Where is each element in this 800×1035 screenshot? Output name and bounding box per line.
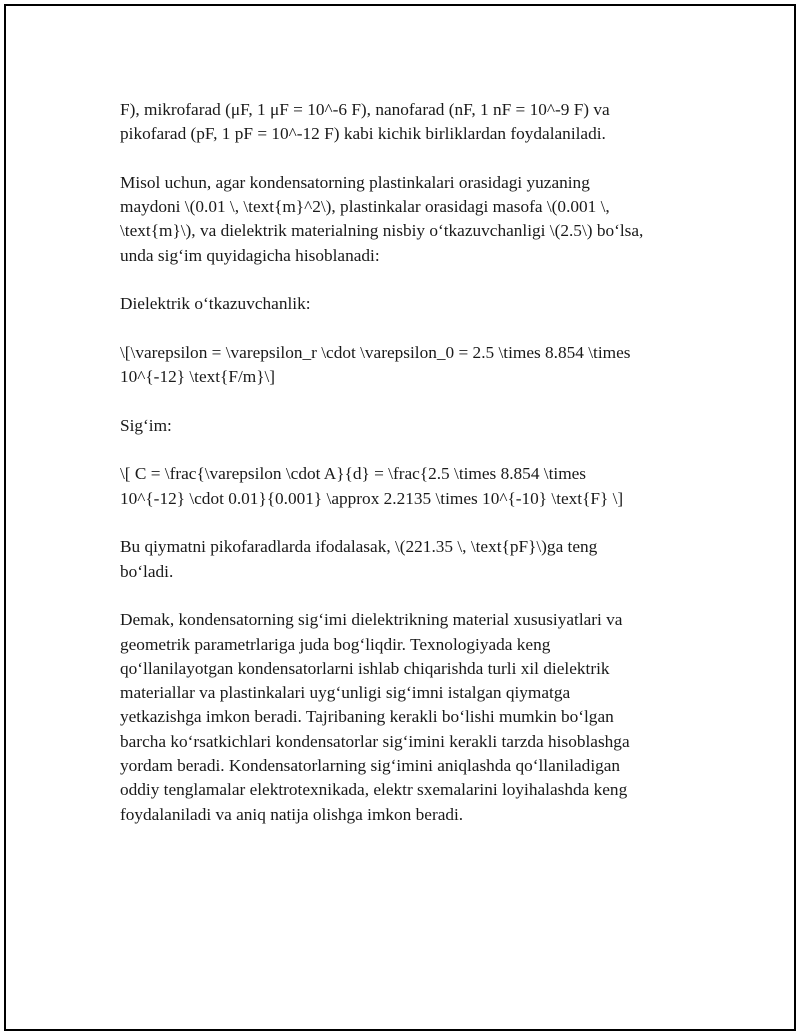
paragraph-example: Misol uchun, agar kondensatorning plastinkalari orasidagi yuzaning maydoni \(0.01 \, \text{m}^2\), plastinkalar orasidagi masofa \(0.001 \, \text{m}\), va dielektrik materialning nisbiy o‘tkazuvchanligi \(2.5\) bo‘lsa, unda sig‘im quyidagicha hisoblanadi:	[120, 172, 644, 265]
page-frame	[4, 4, 796, 1031]
formula-capacitance: \[ C = \frac{\varepsilon \cdot A}{d} = \frac{2.5 \times 8.854 \times 10^{-12} \cdot 0.01}{0.001} \approx 2.2135 \times 10^{-10} \text{F} \]	[120, 464, 624, 508]
paragraph-conclusion: Demak, kondensatorning sig‘imi dielektrikning material xususiyatlari va geometrik parametrlariga juda bog‘liqdir. Texnologiyada keng qo‘llanilayotgan kondensatorlarni ishlab chiqarishda turli xil dielektrik materiallar va plastinkalari uyg‘unligi sig‘imni istalgan qiymatga yetkazishga imkon beradi. Tajribaning kerakli bo‘lishi mumkin bo‘lgan barcha ko‘rsatkichlari kondensatorlar sig‘imini kerakli tarzda hisoblashga yordam beradi. Kondensatorlarning sig‘imini aniqlashda qo‘llaniladigan oddiy tenglamalar elektrotexnikada, elektr sxemalarini loyihalashda keng foydalaniladi va aniq natija olishga imkon beradi.	[120, 610, 630, 824]
paragraph-picofarads: Bu qiymatni pikofaradlarda ifodalasak, \(221.35 \, \text{pF}\)ga teng bo‘ladi.	[120, 537, 598, 581]
formula-permittivity: \[\varepsilon = \varepsilon_r \cdot \varepsilon_0 = 2.5 \times 8.854 \times 10^{-12} \text{F/m}\]	[120, 342, 631, 387]
document-body	[120, 98, 690, 827]
heading-capacitance: Sig‘im:	[120, 415, 172, 435]
heading-permittivity: Dielektrik o‘tkazuvchanlik:	[120, 294, 311, 314]
paragraph-units: F), mikrofarad (μF, 1 μF = 10^-6 F), nanofarad (nF, 1 nF = 10^-9 F) va pikofarad (pF, 1 pF = 10^-12 F) kabi kichik birliklardan foydalaniladi.	[120, 100, 610, 144]
